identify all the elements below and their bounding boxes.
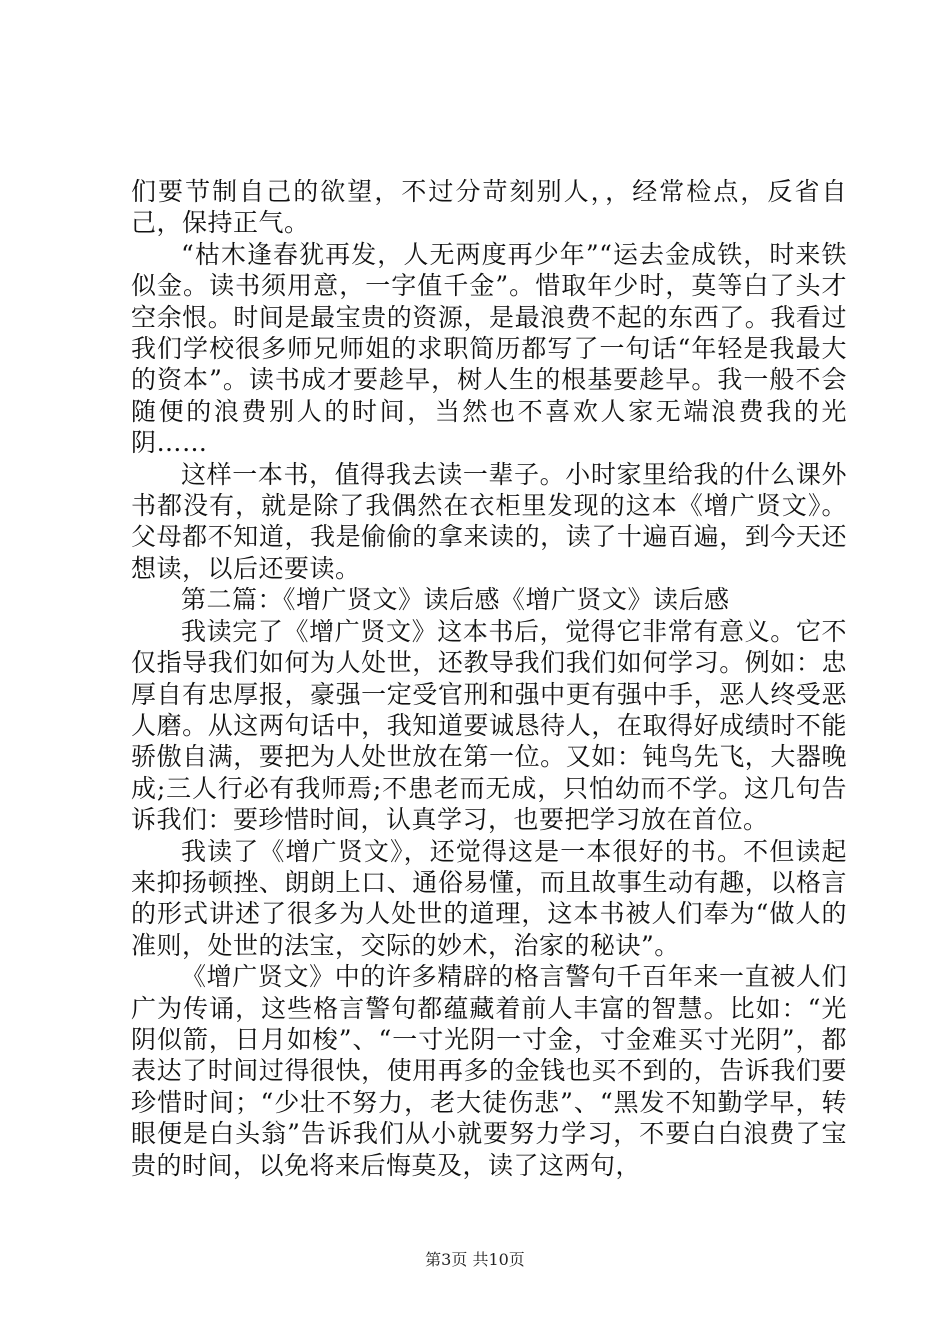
- paragraph-read-lifetime: 这样一本书，值得我去读一辈子。小时家里给我的什么课外书都没有，就是除了我偶然在衣柜里发现的这本《增广贤文》。父母都不知道，我是偷偷的拿来读的，读了十遍百遍，到今天还想读，以后还要读。: [131, 459, 847, 583]
- paragraph-continuation: 们要节制自己的欲望，不过分苛刻别人，，经常检点，反省自己，保持正气。: [131, 177, 847, 238]
- paragraph-meaning: 我读完了《增广贤文》这本书后，觉得它非常有意义。它不仅指导我们如何为人处世，还教导我们我们如何学习。例如：忠厚自有忠厚报，豪强一定受官刑和强中更有强中手，恶人终受恶人磨。从这两句话中，我知道要诚恳待人，在取得好成绩时不能骄傲自满，要把为人处世放在第一位。又如：钝鸟先飞，大器晚成;三人行必有我师焉;不患老而无成，只怕幼而不学。这几句告诉我们：要珍惜时间，认真学习，也要把学习放在首位。: [131, 616, 847, 835]
- section-heading: 第二篇：《增广贤文》读后感《增广贤文》读后感: [181, 585, 730, 615]
- page-body: [131, 176, 847, 1181]
- page-number-footer: 第3页 共10页: [425, 1250, 525, 1269]
- paragraph-aphorisms: 《增广贤文》中的许多精辟的格言警句千百年来一直被人们广为传诵，这些格言警句都蕴藏着前人丰富的智慧。比如：“光阴似箭，日月如梭”、“一寸光阴一寸金，寸金难买寸光阴”，都表达了时间过得很快，使用再多的金钱也买不到的，告诉我们要珍惜时间；“少壮不努力，老大徒伤悲”、“黑发不知勤学早，转眼便是白头翁”告诉我们从小就要努力学习，不要白白浪费了宝贵的时间，以免将来后悔莫及，读了这两句，: [131, 962, 847, 1180]
- paragraph-time-proverbs: “枯木逢春犹再发，人无两度再少年”“运去金成铁，时来铁似金。读书须用意，一字值千金”。惜取年少时，莫等白了头才空余恨。时间是最宝贵的资源，是最浪费不起的东西了。我看过我们学校很多师兄师姐的求职简历都写了一句话“年轻是我最大的资本”。读书成才要趁早，树人生的根基要趁早。我一般不会随便的浪费别人的时间，当然也不喜欢人家无端浪费我的光阴……: [131, 239, 847, 458]
- paragraph-good-book: 我读了《增广贤文》，还觉得这是一本很好的书。不但读起来抑扬顿挫、朗朗上口、通俗易懂，而且故事生动有趣，以格言的形式讲述了很多为人处世的道理，这本书被人们奉为“做人的准则，处世的法宝，交际的妙术，治家的秘诀”。: [131, 836, 847, 960]
